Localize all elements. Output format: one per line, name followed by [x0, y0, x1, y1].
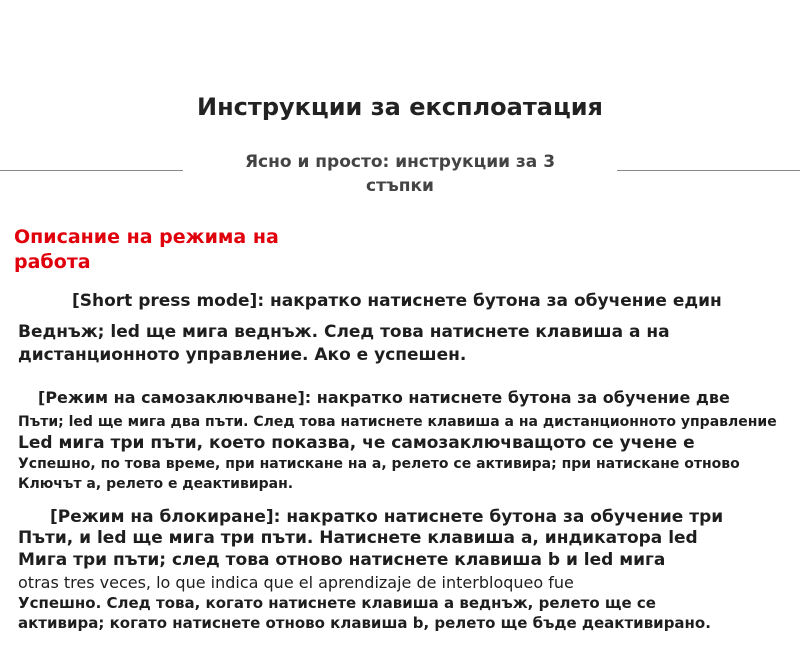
instruction-line: [Режим на блокиране]: накратко натиснете бутона за обучение три: [50, 507, 724, 527]
instruction-line: Мига три пъти; след това отново натиснете клавиша b и led мига: [18, 550, 666, 570]
page-title: Инструкции за експлоатация: [197, 93, 603, 121]
instruction-line: Ключът а, релето е деактивиран.: [18, 476, 294, 492]
instruction-line: otras tres veces, lo que indica que el aprendizaje de interbloqueo fue: [18, 573, 574, 592]
instruction-line: [Short press mode]: накратко натиснете бутона за обучение един: [72, 291, 722, 311]
instruction-line: Успешно, по това време, при натискане на а, релето се активира; при натискане отново: [18, 456, 740, 472]
divider-left: [0, 170, 183, 171]
instruction-line: Успешно. След това, когато натиснете клавиша а веднъж, релето ще се: [18, 594, 656, 612]
instruction-line: активира; когато натиснете отново клавиша b, релето ще бъде деактивирано.: [18, 614, 711, 632]
instruction-line: дистанционното управление. Ако е успешен.: [18, 345, 467, 365]
instruction-line: Пъти, и led ще мига три пъти. Натиснете клавиша а, индикатора led: [18, 528, 698, 548]
section-heading: Описание на режима на работа: [14, 226, 279, 273]
instruction-line: Led мига три пъти, което показва, че самозаключващото се учене е: [18, 433, 695, 453]
divider-right: [617, 170, 800, 171]
page-subtitle: Ясно и просто: инструкции за 3 стъпки: [244, 152, 556, 196]
instruction-line: Пъти; led ще мига два пъти. След това натиснете клавиша а на дистанционното управление: [18, 414, 777, 430]
instruction-line: [Режим на самозаключване]: накратко натиснете бутона за обучение две: [38, 388, 730, 407]
instruction-line: Веднъж; led ще мига веднъж. След това натиснете клавиша а на: [18, 322, 670, 342]
